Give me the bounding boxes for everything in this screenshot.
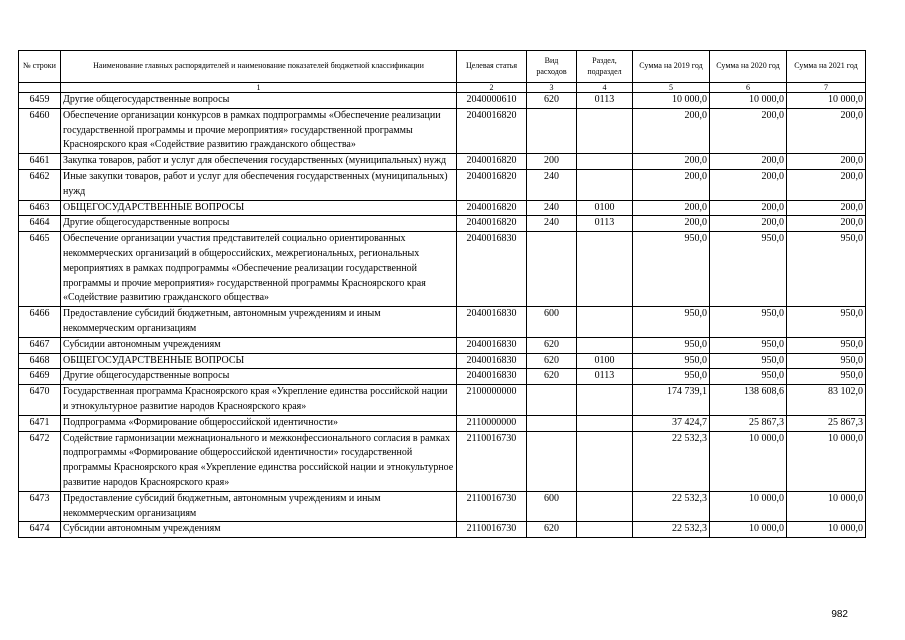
table-row — [19, 169, 866, 200]
row-sum-2021: 10 000,0 — [787, 431, 866, 491]
row-target: 2110016730 — [457, 491, 527, 522]
row-number: 6459 — [19, 93, 61, 109]
row-sum-2019: 22 532,3 — [633, 431, 710, 491]
row-number: 6462 — [19, 169, 61, 200]
row-name: Закупка товаров, работ и услуг для обеспечения государственных (муниципальных) нужд — [61, 154, 457, 170]
row-sum-2020: 138 608,6 — [710, 385, 787, 416]
row-number: 6473 — [19, 491, 61, 522]
row-razdel — [577, 415, 633, 431]
row-sum-2019: 10 000,0 — [633, 93, 710, 109]
row-number: 6467 — [19, 337, 61, 353]
row-name: Субсидии автономным учреждениям — [61, 522, 457, 538]
row-sum-2019: 22 532,3 — [633, 522, 710, 538]
row-razdel: 0113 — [577, 369, 633, 385]
row-name: Иные закупки товаров, работ и услуг для обеспечения государственных (муниципальных) нужд — [61, 169, 457, 200]
row-target: 2100000000 — [457, 385, 527, 416]
row-sum-2019: 950,0 — [633, 307, 710, 338]
row-vid — [527, 385, 577, 416]
table-row — [19, 216, 866, 232]
row-razdel: 0100 — [577, 200, 633, 216]
row-sum-2020: 200,0 — [710, 108, 787, 153]
row-sum-2020: 10 000,0 — [710, 93, 787, 109]
row-sum-2019: 200,0 — [633, 200, 710, 216]
row-number: 6463 — [19, 200, 61, 216]
row-razdel — [577, 522, 633, 538]
row-sum-2019: 200,0 — [633, 108, 710, 153]
row-razdel — [577, 337, 633, 353]
header-sum-2021: Сумма на 2021 год — [787, 51, 866, 83]
table-row — [19, 415, 866, 431]
table-row — [19, 307, 866, 338]
row-name: Обеспечение организации участия представителей социально ориентированных некоммерческих организаций в общероссийских, межрегиональных, региональных мероприятиях в рамках подпрограммы «Обеспечение реализации государственной программы и прочие мероприятия» государственной программы Красноярского края «Содействие развитию гражданского общества» — [61, 232, 457, 307]
row-name: Подпрограмма «Формирование общероссийской идентичности» — [61, 415, 457, 431]
colnum-5: 5 — [633, 83, 710, 93]
row-name: Содействие гармонизации межнационального и межконфессионального согласия в рамках подпрограммы «Формирование общероссийской идентичности» государственной программы Красноярского края «Укрепление единства российской нации и этнокультурное развитие народов Красноярского края» — [61, 431, 457, 491]
row-sum-2020: 10 000,0 — [710, 491, 787, 522]
row-razdel — [577, 385, 633, 416]
row-sum-2020: 950,0 — [710, 232, 787, 307]
row-target: 2040016820 — [457, 108, 527, 153]
row-sum-2020: 950,0 — [710, 353, 787, 369]
row-vid: 600 — [527, 307, 577, 338]
row-sum-2019: 37 424,7 — [633, 415, 710, 431]
table-header-row — [19, 51, 866, 83]
budget-table — [18, 50, 866, 538]
row-vid: 240 — [527, 216, 577, 232]
colnum-7: 7 — [787, 83, 866, 93]
row-vid — [527, 415, 577, 431]
colnum-4: 4 — [577, 83, 633, 93]
table-row — [19, 232, 866, 307]
row-razdel — [577, 232, 633, 307]
row-number: 6472 — [19, 431, 61, 491]
budget-table-container — [18, 50, 865, 538]
table-row — [19, 353, 866, 369]
row-target: 2040000610 — [457, 93, 527, 109]
row-target: 2040016820 — [457, 200, 527, 216]
table-row — [19, 93, 866, 109]
row-razdel — [577, 307, 633, 338]
header-name: Наименование главных распорядителей и наименование показателей бюджетной классификации — [61, 51, 457, 83]
row-target: 2040016830 — [457, 337, 527, 353]
row-name: Другие общегосударственные вопросы — [61, 216, 457, 232]
row-vid: 620 — [527, 369, 577, 385]
row-name: Обеспечение организации конкурсов в рамках подпрограммы «Обеспечение реализации государственной программы и прочие мероприятия» государственной программы Красноярского края «Содействие развитию гражданского общества» — [61, 108, 457, 153]
table-row — [19, 431, 866, 491]
row-number: 6460 — [19, 108, 61, 153]
row-razdel: 0100 — [577, 353, 633, 369]
row-number: 6470 — [19, 385, 61, 416]
row-razdel — [577, 169, 633, 200]
row-razdel — [577, 431, 633, 491]
row-name: Другие общегосударственные вопросы — [61, 369, 457, 385]
row-sum-2020: 200,0 — [710, 200, 787, 216]
row-name: Государственная программа Красноярского края «Укрепление единства российской нации и этнокультурное развитие народов Красноярского края» — [61, 385, 457, 416]
colnum-2: 2 — [457, 83, 527, 93]
table-row — [19, 369, 866, 385]
row-name: ОБЩЕГОСУДАРСТВЕННЫЕ ВОПРОСЫ — [61, 200, 457, 216]
row-name: Субсидии автономным учреждениям — [61, 337, 457, 353]
row-sum-2019: 950,0 — [633, 337, 710, 353]
row-number: 6471 — [19, 415, 61, 431]
row-vid — [527, 232, 577, 307]
row-vid — [527, 108, 577, 153]
header-sum-2019: Сумма на 2019 год — [633, 51, 710, 83]
row-sum-2020: 10 000,0 — [710, 431, 787, 491]
row-number: 6466 — [19, 307, 61, 338]
row-sum-2021: 200,0 — [787, 154, 866, 170]
row-sum-2020: 25 867,3 — [710, 415, 787, 431]
row-name: Другие общегосударственные вопросы — [61, 93, 457, 109]
row-sum-2019: 22 532,3 — [633, 491, 710, 522]
row-name: ОБЩЕГОСУДАРСТВЕННЫЕ ВОПРОСЫ — [61, 353, 457, 369]
row-sum-2021: 200,0 — [787, 108, 866, 153]
colnum-6: 6 — [710, 83, 787, 93]
row-sum-2020: 950,0 — [710, 337, 787, 353]
row-sum-2021: 200,0 — [787, 169, 866, 200]
row-vid: 200 — [527, 154, 577, 170]
row-sum-2021: 200,0 — [787, 200, 866, 216]
row-sum-2019: 200,0 — [633, 169, 710, 200]
row-target: 2040016830 — [457, 369, 527, 385]
row-sum-2020: 200,0 — [710, 154, 787, 170]
row-name: Предоставление субсидий бюджетным, автономным учреждениям и иным некоммерческим организациям — [61, 307, 457, 338]
row-sum-2021: 10 000,0 — [787, 93, 866, 109]
table-row — [19, 385, 866, 416]
colnum-empty — [19, 83, 61, 93]
header-target: Целевая статья — [457, 51, 527, 83]
row-sum-2019: 174 739,1 — [633, 385, 710, 416]
row-number: 6474 — [19, 522, 61, 538]
row-sum-2021: 950,0 — [787, 307, 866, 338]
table-row — [19, 108, 866, 153]
row-vid: 240 — [527, 200, 577, 216]
row-target: 2040016820 — [457, 154, 527, 170]
row-sum-2019: 950,0 — [633, 369, 710, 385]
row-sum-2019: 950,0 — [633, 232, 710, 307]
row-sum-2021: 950,0 — [787, 337, 866, 353]
row-razdel — [577, 108, 633, 153]
row-sum-2021: 10 000,0 — [787, 491, 866, 522]
row-razdel — [577, 491, 633, 522]
table-row — [19, 491, 866, 522]
row-target: 2040016830 — [457, 232, 527, 307]
table-row — [19, 522, 866, 538]
row-name: Предоставление субсидий бюджетным, автономным учреждениям и иным некоммерческим организациям — [61, 491, 457, 522]
table-row — [19, 154, 866, 170]
row-vid: 620 — [527, 337, 577, 353]
row-sum-2020: 200,0 — [710, 216, 787, 232]
row-sum-2020: 950,0 — [710, 307, 787, 338]
page-number: 982 — [831, 609, 848, 620]
row-sum-2020: 950,0 — [710, 369, 787, 385]
row-number: 6461 — [19, 154, 61, 170]
row-target: 2040016830 — [457, 353, 527, 369]
colnum-1: 1 — [61, 83, 457, 93]
row-sum-2021: 25 867,3 — [787, 415, 866, 431]
header-vid: Вид расходов — [527, 51, 577, 83]
row-sum-2019: 200,0 — [633, 154, 710, 170]
row-vid: 600 — [527, 491, 577, 522]
row-sum-2021: 950,0 — [787, 369, 866, 385]
row-sum-2019: 950,0 — [633, 353, 710, 369]
row-sum-2021: 200,0 — [787, 216, 866, 232]
row-sum-2021: 950,0 — [787, 232, 866, 307]
row-razdel: 0113 — [577, 216, 633, 232]
table-body — [19, 93, 866, 538]
row-sum-2019: 200,0 — [633, 216, 710, 232]
row-target: 2040016820 — [457, 169, 527, 200]
row-target: 2040016820 — [457, 216, 527, 232]
column-number-row — [19, 83, 866, 93]
header-num: № строки — [19, 51, 61, 83]
row-target: 2040016830 — [457, 307, 527, 338]
row-number: 6468 — [19, 353, 61, 369]
row-number: 6469 — [19, 369, 61, 385]
row-sum-2020: 200,0 — [710, 169, 787, 200]
row-razdel: 0113 — [577, 93, 633, 109]
row-sum-2021: 950,0 — [787, 353, 866, 369]
header-sum-2020: Сумма на 2020 год — [710, 51, 787, 83]
row-vid: 620 — [527, 93, 577, 109]
row-sum-2021: 10 000,0 — [787, 522, 866, 538]
row-vid: 620 — [527, 353, 577, 369]
row-sum-2021: 83 102,0 — [787, 385, 866, 416]
row-vid — [527, 431, 577, 491]
row-target: 2110016730 — [457, 522, 527, 538]
row-sum-2020: 10 000,0 — [710, 522, 787, 538]
row-vid: 620 — [527, 522, 577, 538]
row-target: 2110016730 — [457, 431, 527, 491]
row-vid: 240 — [527, 169, 577, 200]
header-razdel: Раздел, подраздел — [577, 51, 633, 83]
row-number: 6465 — [19, 232, 61, 307]
colnum-3: 3 — [527, 83, 577, 93]
table-row — [19, 200, 866, 216]
row-number: 6464 — [19, 216, 61, 232]
row-target: 2110000000 — [457, 415, 527, 431]
row-razdel — [577, 154, 633, 170]
table-row — [19, 337, 866, 353]
